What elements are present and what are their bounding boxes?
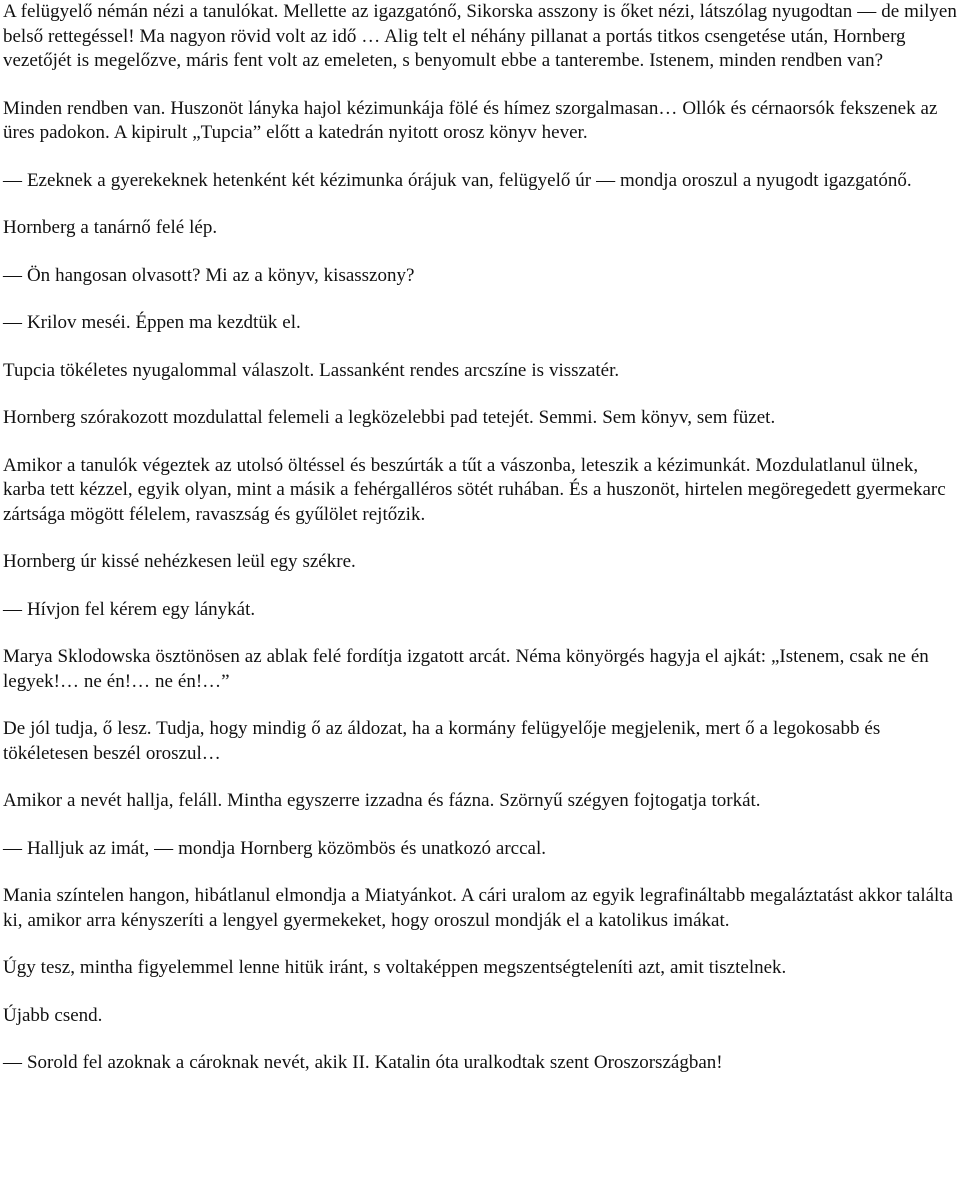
paragraph: Tupcia tökéletes nyugalommal válaszolt. Lassanként rendes arcszíne is visszatér. bbox=[3, 359, 620, 381]
dialogue-paragraph: — Krilov meséi. Éppen ma kezdtük el. bbox=[3, 312, 301, 333]
dialogue-paragraph: — Ön hangosan olvasott? Mi az a könyv, kisasszony? bbox=[3, 264, 415, 286]
dialogue-paragraph: — Halljuk az imát, — mondja Hornberg közömbös és unatkozó arccal. bbox=[3, 837, 546, 859]
paragraph: Újabb csend. bbox=[3, 1004, 103, 1026]
paragraph: Hornberg úr kissé nehézkesen leül egy székre. bbox=[3, 551, 356, 572]
paragraph: Hornberg a tanárnő felé lép. bbox=[3, 217, 218, 238]
paragraph: Minden rendben van. Huszonöt lányka hajol kézimunkája fölé és hímez szorgalmasan… Ollók és cérnaorsók fekszenek az üres padokon. A kipirult „Tupcia” előtt a katedrán nyitott orosz könyv hever. bbox=[3, 97, 938, 143]
dialogue-paragraph: — Sorold fel azoknak a cároknak nevét, akik II. Katalin óta uralkodtak szent Oroszországban! bbox=[3, 1052, 723, 1073]
paragraph: Úgy tesz, mintha figyelemmel lenne hitük iránt, s voltaképpen megszentségteleníti azt, amit tisztelnek. bbox=[3, 957, 787, 978]
paragraph: Amikor a nevét hallja, feláll. Mintha egyszerre izzadna és fázna. Szörnyű szégyen fojtogatja torkát. bbox=[3, 790, 761, 811]
paragraph: Mania színtelen hangon, hibátlanul elmondja a Miatyánkot. A cári uralom az egyik legrafináltabb megaláztatást akkor találta ki, amikor arra kényszeríti a lengyel gyermekeket, hogy oroszul mondják el a katolikus imákat. bbox=[3, 885, 954, 931]
dialogue-paragraph: — Ezeknek a gyerekeknek hetenként két kézimunka órájuk van, felügyelő úr — mondja oroszul a nyugodt igazgatónő. bbox=[3, 169, 912, 191]
paragraph: De jól tudja, ő lesz. Tudja, hogy mindig ő az áldozat, ha a kormány felügyelője megjelenik, mert ő a legokosabb és tökéletesen beszél oroszul… bbox=[3, 718, 881, 764]
paragraph: Hornberg szórakozott mozdulattal felemeli a legközelebbi pad tetejét. Semmi. Sem könyv, sem füzet. bbox=[3, 407, 776, 428]
dialogue-paragraph: — Hívjon fel kérem egy lánykát. bbox=[3, 598, 256, 620]
paragraph: Amikor a tanulók végeztek az utolsó öltéssel és beszúrták a tűt a vászonba, leteszik a kézimunkát. Mozdulatlanul ülnek, karba tett kézzel, egyik olyan, mint a másik a fehérgalléros sötét ruhában. És a huszonöt, hirtelen megöregedett gyermekarc zártsága mögött félelem, ravaszság és gyűlölet rejtőzik. bbox=[3, 454, 946, 525]
paragraph: A felügyelő némán nézi a tanulókat. Mellette az igazgatónő, Sikorska asszony is őket nézi, látszólag nyugodtan — de milyen belső rettegéssel! Ma nagyon rövid volt az idő … Alig telt el néhány pillanat a portás titkos csengetése után, Hornberg vezetőjét is megelőzve, máris fent volt az emeleten, s benyomult ebbe a tanterembe. Istenem, minden rendben van? bbox=[3, 1, 957, 71]
document-page bbox=[3, 0, 958, 1099]
paragraph: Marya Sklodowska ösztönösen az ablak felé fordítja izgatott arcát. Néma könyörgés hagyja el ajkát: „Istenem, csak ne én legyek!… ne én!… ne én!…” bbox=[3, 646, 929, 692]
